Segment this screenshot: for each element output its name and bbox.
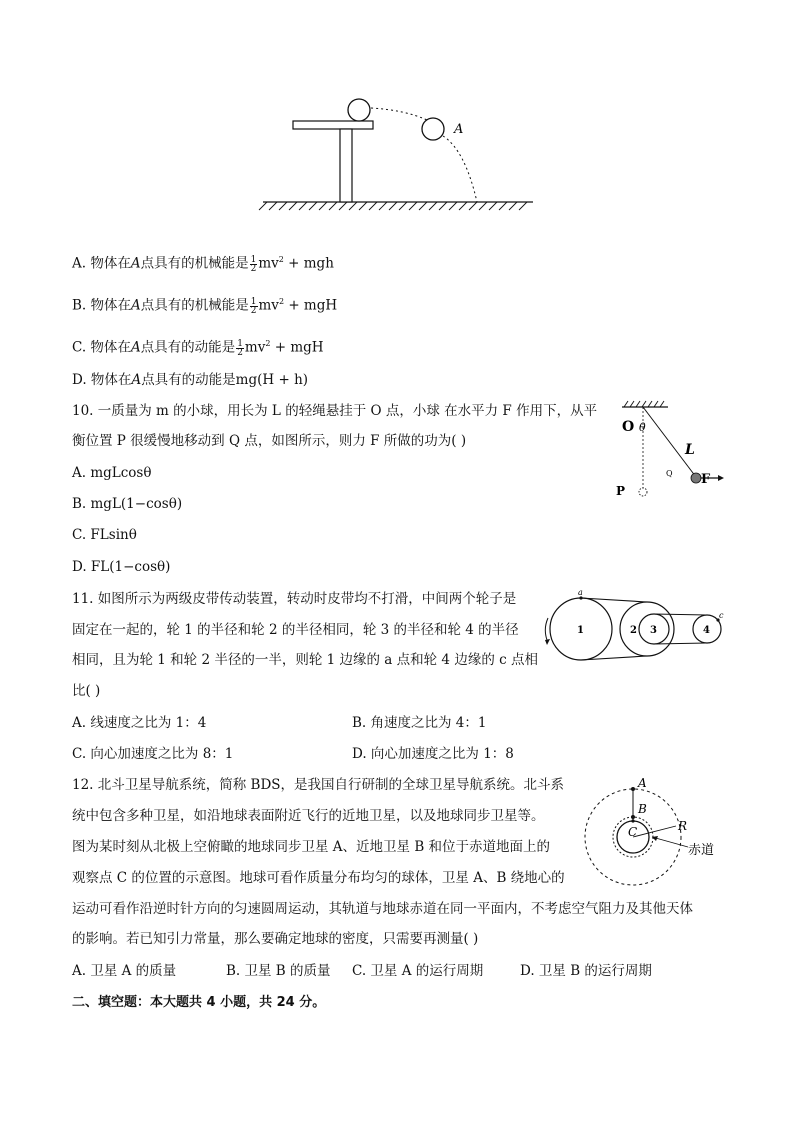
observer-c-label: C	[628, 825, 638, 839]
q12-option-b: B. 卫星 B 的质量	[226, 963, 331, 979]
q10-option-b: B. mgL(1−cosθ)	[72, 496, 183, 512]
q11-stem-line3: 相同，且为轮 1 和轮 2 半径的一半，则轮 1 边缘的 a 点和轮 4 边缘的 c 点相	[72, 652, 538, 668]
q12-stem-line2: 统中包含多种卫星，如沿地球表面附近飞行的近地卫星，以及地球同步卫星等。	[72, 808, 545, 824]
wheel-3-label: 3	[650, 625, 657, 636]
satellite-b-label: B	[638, 802, 647, 816]
q10-option-d: D. FL(1−cosθ)	[72, 559, 171, 575]
q11-option-b: B. 角速度之比为 4：1	[352, 715, 487, 731]
q11-option-d: D. 向心加速度之比为 1：8	[352, 746, 514, 762]
q9-option-d: D. 物体在A点具有的动能是mg(H + h)	[72, 372, 309, 388]
q9-option-b: B. 物体在A点具有的机械能是 $\frac{1}{2}$ $mv^2$ + mgH	[72, 296, 338, 316]
q12-option-a: A. 卫星 A 的质量	[72, 963, 177, 979]
belt-point-a-label: a	[578, 588, 583, 597]
satellite-orbit-figure	[582, 774, 732, 890]
belt-drive-figure	[538, 588, 728, 670]
q12-stem-line3: 图为某时刻从北极上空俯瞰的地球同步卫星 A、近地卫星 B 和位于赤道地面上的	[72, 839, 551, 855]
satellite-a-label: A	[638, 776, 647, 790]
q11-option-c: C. 向心加速度之比为 8：1	[72, 746, 234, 762]
equator-label: 赤道	[688, 843, 715, 858]
wheel-4-label: 4	[703, 625, 710, 636]
pendulum-f-label: F	[701, 472, 711, 487]
projectile-figure	[255, 90, 545, 215]
q11-stem-line1: 11. 如图所示为两级皮带传动装置，转动时皮带均不打滑，中间两个轮子是	[72, 591, 517, 607]
pendulum-l-label: L	[685, 442, 695, 458]
q10-stem-line2: 衡位置 P 很缓慢地移动到 Q 点，如图所示，则力 F 所做的功为( )	[72, 433, 467, 449]
belt-point-c-label: c	[719, 611, 724, 620]
wheel-1-label: 1	[577, 625, 584, 636]
q12-stem-line5: 运动可看作沿逆时针方向的匀速圆周运动，其轨道与地球赤道在同一平面内，不考虑空气阻力及其他天体	[72, 901, 693, 917]
q10-option-a: A. mgLcosθ	[72, 465, 152, 481]
pendulum-o-label: O	[622, 419, 635, 435]
q12-stem-line1: 12. 北斗卫星导航系统，简称 BDS，是我国自行研制的全球卫星导航系统。北斗系	[72, 777, 565, 793]
q12-option-d: D. 卫星 B 的运行周期	[520, 963, 652, 979]
pendulum-q-label: Q	[666, 469, 673, 478]
q11-stem-line2: 固定在一起的，轮 1 的半径和轮 2 的半径相同，轮 3 的半径和轮 4 的半径	[72, 622, 519, 638]
q9-option-a: A. 物体在A点具有的机械能是 $\frac{1}{2}$ $mv^2$ + mgh	[72, 254, 334, 274]
q11-option-a: A. 线速度之比为 1：4	[72, 715, 207, 731]
q12-stem-line6: 的影响。若已知引力常量，那么要确定地球的密度，只需要再测量( )	[72, 931, 479, 947]
pendulum-figure	[612, 398, 730, 506]
point-a-label: A	[454, 122, 464, 137]
q9-option-c: C. 物体在A点具有的动能是 $\frac{1}{2}$ $mv^2$ + mgH	[72, 338, 324, 358]
q12-stem-line4: 观察点 C 的位置的示意图。地球可看作质量分布均匀的球体，卫星 A、B 绕地心的	[72, 870, 565, 886]
q10-stem-line1: 10. 一质量为 m 的小球，用长为 L 的轻绳悬挂于 O 点，小球 在水平力 F 作用下，从平	[72, 403, 598, 419]
q11-stem-line4: 比( )	[72, 683, 101, 699]
pendulum-p-label: P	[616, 484, 626, 498]
pendulum-theta-label: θ	[639, 421, 646, 434]
radius-r-label: R	[678, 819, 688, 833]
q10-option-c: C. FLsinθ	[72, 527, 137, 543]
wheel-2-label: 2	[630, 625, 637, 636]
q12-option-c: C. 卫星 A 的运行周期	[352, 963, 484, 979]
section-heading-fill-in: 二、填空题：本大题共 4 小题，共 24 分。	[72, 995, 326, 1010]
